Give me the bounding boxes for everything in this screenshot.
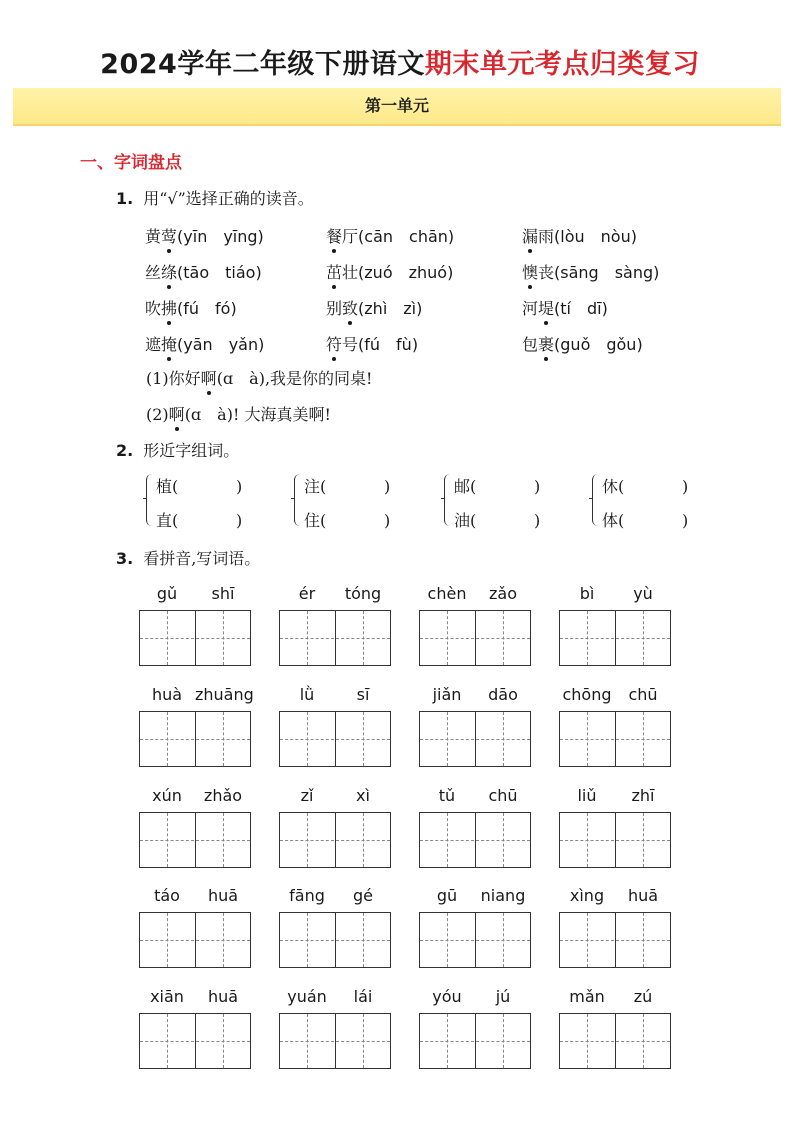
word-char: 丧 [538, 263, 555, 282]
char-pair [294, 472, 404, 532]
pinyin-syllable: gé [353, 886, 373, 905]
pinyin-syllable: ér [298, 584, 316, 603]
word-char: 丝 [145, 263, 162, 282]
writing-grid[interactable] [279, 1013, 391, 1069]
pinyin-syllable: táo [154, 886, 180, 905]
title-red: 期末单元考点归类复习 [424, 49, 700, 80]
word-blank[interactable] [454, 508, 540, 531]
page-title [0, 42, 800, 81]
question-number: 3. [116, 549, 134, 568]
pinyin-syllable: chū [488, 786, 518, 805]
dotted-char: 裹 [538, 335, 555, 354]
brace-icon [592, 474, 598, 526]
vocab-item [419, 584, 533, 608]
vocab-item [559, 685, 673, 709]
close-paren: ) [682, 511, 689, 530]
pinyin-syllable: mǎn [569, 987, 605, 1006]
pinyin-options: (fú fù) [358, 335, 419, 354]
char-label: 休( [602, 477, 625, 496]
vocab-item [139, 685, 253, 709]
dotted-char: 茁 [326, 263, 343, 282]
writing-grid[interactable] [559, 711, 671, 767]
char-pair [146, 472, 256, 532]
writing-grid[interactable] [559, 610, 671, 666]
question-3-heading [116, 546, 260, 569]
brace-icon [444, 474, 450, 526]
pinyin-label [139, 786, 253, 810]
vocab-item [419, 987, 533, 1011]
writing-grid[interactable] [419, 812, 531, 868]
pinyin-label [419, 886, 533, 910]
writing-grid[interactable] [139, 610, 251, 666]
dotted-char: 绦 [161, 263, 178, 282]
sentence-pre: (1)你好 [146, 369, 201, 388]
pinyin-syllable: dāo [488, 685, 518, 704]
dotted-char: 啊 [168, 405, 185, 424]
pinyin-options: (guǒ gǒu) [554, 335, 643, 354]
word-blank[interactable] [156, 508, 242, 531]
char-label: 住( [304, 511, 327, 530]
unit-banner: 第一单元 [13, 88, 781, 126]
vocab-item [419, 886, 533, 910]
word-char: 包 [522, 335, 539, 354]
char-pair [592, 472, 702, 532]
question-number: 1. [116, 189, 134, 208]
close-paren: ) [384, 477, 391, 496]
writing-grid[interactable] [139, 912, 251, 968]
dotted-char: 致 [342, 299, 359, 318]
question-text: 看拼音,写词语。 [143, 549, 261, 568]
pronunciation-item[interactable] [522, 296, 608, 319]
pronunciation-item[interactable] [145, 260, 262, 283]
section-heading: 一、字词盘点 [80, 153, 182, 173]
word-blank[interactable] [156, 474, 242, 497]
vocab-item [279, 886, 393, 910]
vocab-item [279, 786, 393, 810]
pinyin-label [139, 685, 253, 709]
dotted-char: 莺 [161, 227, 178, 246]
pinyin-options: (cān chān) [358, 227, 455, 246]
pinyin-syllable: zú [633, 987, 653, 1006]
writing-grid[interactable] [139, 812, 251, 868]
word-char: 遮 [145, 335, 162, 354]
pinyin-syllable: fāng [289, 886, 325, 905]
word-blank[interactable] [602, 474, 688, 497]
pinyin-label [559, 987, 673, 1011]
writing-grid[interactable] [139, 1013, 251, 1069]
pronunciation-item[interactable] [145, 296, 237, 319]
pronunciation-item[interactable] [522, 260, 659, 283]
pinyin-label [419, 987, 533, 1011]
pinyin-label [279, 886, 393, 910]
pinyin-syllable: jiǎn [432, 685, 462, 704]
pinyin-syllable: chèn [427, 584, 467, 603]
writing-grid[interactable] [419, 1013, 531, 1069]
close-paren: ) [236, 477, 243, 496]
word-char: 别 [326, 299, 343, 318]
pinyin-syllable: yuán [287, 987, 327, 1006]
writing-grid[interactable] [559, 912, 671, 968]
vocab-item [279, 685, 393, 709]
char-label: 注( [304, 477, 327, 496]
vocab-item [139, 886, 253, 910]
pinyin-syllable: yóu [432, 987, 462, 1006]
pronunciation-item[interactable] [145, 224, 264, 247]
pinyin-options: (zhì zì) [358, 299, 423, 318]
dotted-char: 堤 [538, 299, 555, 318]
brace-icon [294, 474, 300, 526]
pronunciation-item[interactable] [326, 224, 454, 247]
pinyin-syllable: liǔ [577, 786, 597, 805]
close-paren: ) [534, 511, 541, 530]
pinyin-syllable: shī [211, 584, 235, 603]
char-label: 油( [454, 511, 477, 530]
vocab-item [419, 685, 533, 709]
word-char: 黄 [145, 227, 162, 246]
vocab-item [139, 584, 253, 608]
pinyin-syllable: jú [495, 987, 511, 1006]
writing-grid[interactable] [279, 711, 391, 767]
pinyin-options: (fú fó) [177, 299, 237, 318]
brace-icon [146, 474, 152, 526]
vocab-item [559, 886, 673, 910]
pronunciation-item[interactable] [522, 332, 643, 355]
vocab-item [559, 786, 673, 810]
word-char: 厅 [342, 227, 359, 246]
vocab-item [559, 987, 673, 1011]
dotted-char: 拂 [161, 299, 178, 318]
pinyin-syllable: zǐ [300, 786, 314, 805]
char-label: 体( [602, 511, 625, 530]
pinyin-label [279, 584, 393, 608]
dotted-char: 啊 [200, 369, 217, 388]
dotted-char: 漏 [522, 227, 539, 246]
pinyin-label [559, 886, 673, 910]
vocab-item [419, 786, 533, 810]
pinyin-label [279, 786, 393, 810]
pinyin-options: (sāng sàng) [554, 263, 660, 282]
question-1-heading [116, 186, 314, 209]
pinyin-syllable: bì [579, 584, 595, 603]
question-text: 用“√”选择正确的读音。 [143, 189, 314, 208]
pinyin-syllable: zǎo [489, 584, 517, 603]
word-char: 壮 [342, 263, 359, 282]
vocab-item [559, 584, 673, 608]
word-char: 吹 [145, 299, 162, 318]
question-2-heading [116, 438, 239, 461]
pinyin-syllable: zhǎo [203, 786, 243, 805]
pinyin-options: (yīn yīng) [177, 227, 264, 246]
pinyin-label [139, 584, 253, 608]
question-text: 形近字组词。 [143, 441, 240, 460]
word-blank[interactable] [304, 508, 390, 531]
writing-grid[interactable] [559, 1013, 671, 1069]
word-char: 河 [522, 299, 539, 318]
close-paren: ) [236, 511, 243, 530]
pinyin-syllable: gǔ [156, 584, 178, 603]
pinyin-syllable: sī [356, 685, 370, 704]
word-char: 雨 [538, 227, 555, 246]
writing-grid[interactable] [279, 812, 391, 868]
vocab-item [279, 987, 393, 1011]
writing-grid[interactable] [279, 912, 391, 968]
close-paren: ) [384, 511, 391, 530]
pinyin-options: (lòu nòu) [554, 227, 637, 246]
pinyin-options: (tí dī) [554, 299, 608, 318]
question-number: 2. [116, 441, 134, 460]
pinyin-options: (yān yǎn) [177, 335, 265, 354]
sentence-1 [146, 366, 372, 389]
writing-grid[interactable] [279, 610, 391, 666]
pinyin-label [419, 685, 533, 709]
pinyin-options: (zuó zhuó) [358, 263, 454, 282]
pinyin-syllable: niang [480, 886, 526, 905]
pinyin-syllable: chū [628, 685, 658, 704]
writing-grid[interactable] [419, 711, 531, 767]
char-label: 植( [156, 477, 179, 496]
pinyin-label [279, 987, 393, 1011]
dotted-char: 符 [326, 335, 343, 354]
word-blank[interactable] [304, 474, 390, 497]
pinyin-syllable: xiān [150, 987, 184, 1006]
char-label: 直( [156, 511, 179, 530]
pinyin-syllable: xìng [569, 886, 605, 905]
pinyin-label [559, 786, 673, 810]
pronunciation-item[interactable] [522, 224, 637, 247]
pinyin-label [419, 786, 533, 810]
dotted-char: 懊 [522, 263, 539, 282]
pinyin-syllable: huā [207, 886, 239, 905]
pinyin-label [419, 584, 533, 608]
vocab-item [279, 584, 393, 608]
writing-grid[interactable] [419, 912, 531, 968]
pinyin-label [139, 886, 253, 910]
pinyin-options: (tāo tiáo) [177, 263, 262, 282]
pinyin-syllable: huā [207, 987, 239, 1006]
pinyin-syllable: tóng [344, 584, 382, 603]
writing-grid[interactable] [559, 812, 671, 868]
pinyin-syllable: xì [356, 786, 370, 805]
vocab-item [139, 786, 253, 810]
pinyin-syllable: lái [353, 987, 373, 1006]
sentence-2 [146, 402, 331, 425]
title-black: 2024学年二年级下册语文 [100, 49, 425, 80]
pinyin-syllable: xún [152, 786, 182, 805]
close-paren: ) [682, 477, 689, 496]
pinyin-label [559, 584, 673, 608]
sentence-pre: (2) [146, 405, 169, 424]
pinyin-syllable: huà [151, 685, 183, 704]
pinyin-syllable: zhuāng [195, 685, 254, 704]
dotted-char: 餐 [326, 227, 343, 246]
pinyin-syllable: chōng [562, 685, 612, 704]
char-label: 邮( [454, 477, 477, 496]
word-blank[interactable] [454, 474, 540, 497]
sentence-post[interactable]: (ɑ à),我是你的同桌! [216, 369, 373, 388]
char-pair [444, 472, 554, 532]
pinyin-syllable: tǔ [438, 786, 456, 805]
dotted-char: 掩 [161, 335, 178, 354]
pronunciation-item[interactable] [145, 332, 264, 355]
pinyin-label [279, 685, 393, 709]
pinyin-label [559, 685, 673, 709]
pinyin-label [139, 987, 253, 1011]
writing-grid[interactable] [139, 711, 251, 767]
pinyin-syllable: zhī [631, 786, 655, 805]
writing-grid[interactable] [419, 610, 531, 666]
pinyin-syllable: lǜ [299, 685, 315, 704]
word-blank[interactable] [602, 508, 688, 531]
pinyin-syllable: gū [436, 886, 458, 905]
close-paren: ) [534, 477, 541, 496]
word-char: 号 [342, 335, 359, 354]
pronunciation-item[interactable] [326, 332, 418, 355]
sentence-post[interactable]: (ɑ à)! 大海真美啊! [184, 405, 331, 424]
vocab-item [139, 987, 253, 1011]
pinyin-syllable: yù [633, 584, 653, 603]
pronunciation-item[interactable] [326, 296, 422, 319]
pinyin-syllable: huā [627, 886, 659, 905]
pronunciation-item[interactable] [326, 260, 453, 283]
